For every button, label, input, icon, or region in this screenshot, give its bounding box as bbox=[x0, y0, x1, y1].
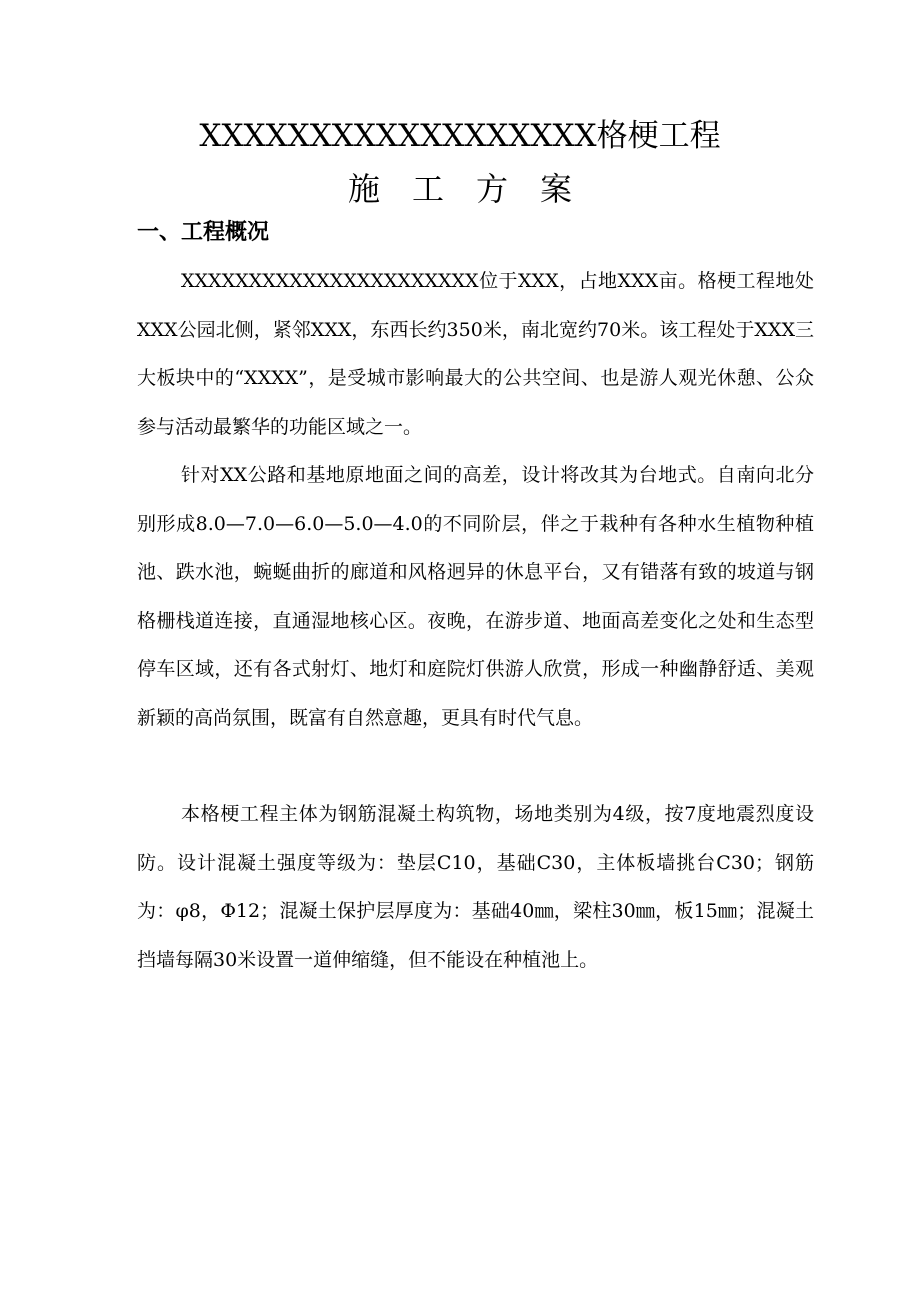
paragraph-project-location: XXXXXXXXXXXXXXXXXXXXXX位于XXX，占地XXX亩。格梗工程地处XXX公园北侧，紧邻XXX，东西长约350米，南北宽约70米。该工程处于XXX三大板块中的“XXXX”，是受城市影响最大的公共空间、也是游人观光休憩、公众参与活动最繁华的功能区域之一。 bbox=[137, 270, 814, 438]
document-title: XXXXXXXXXXXXXXXXXX格梗工程 bbox=[199, 118, 721, 154]
paragraph-design-description: 针对XX公路和基地原地面之间的高差，设计将改其为台地式。自南向北分别形成8.0—7.0—6.0—5.0—4.0的不同阶层，伴之于栽种有各种水生植物种植池、跌水池，蜿蜒曲折的廊道和风格迥异的休息平台，又有错落有致的坡道与钢格栅栈道连接，直通湿地核心区。夜晚，在游步道、地面高差变化之处和生态型停车区域，还有各式射灯、地灯和庭院灯供游人欣赏，形成一种幽静舒适、美观新颖的高尚氛围，既富有自然意趣，更具有时代气息。 bbox=[137, 464, 814, 729]
section-heading-overview: 一、工程概况 bbox=[137, 220, 270, 245]
paragraph-structural-specs: 本格梗工程主体为钢筋混凝土构筑物，场地类别为4级，按7度地震烈度设防。设计混凝土强度等级为：垫层C10，基础C30，主体板墙挑台C30；钢筋为：φ8，Φ12；混凝土保护层厚度为：基础40㎜，梁柱30㎜，板15㎜；混凝土挡墙每隔30米设置一道伸缩缝，但不能设在种植池上。 bbox=[137, 803, 814, 971]
document-subtitle: 施工方案 bbox=[347, 170, 604, 208]
